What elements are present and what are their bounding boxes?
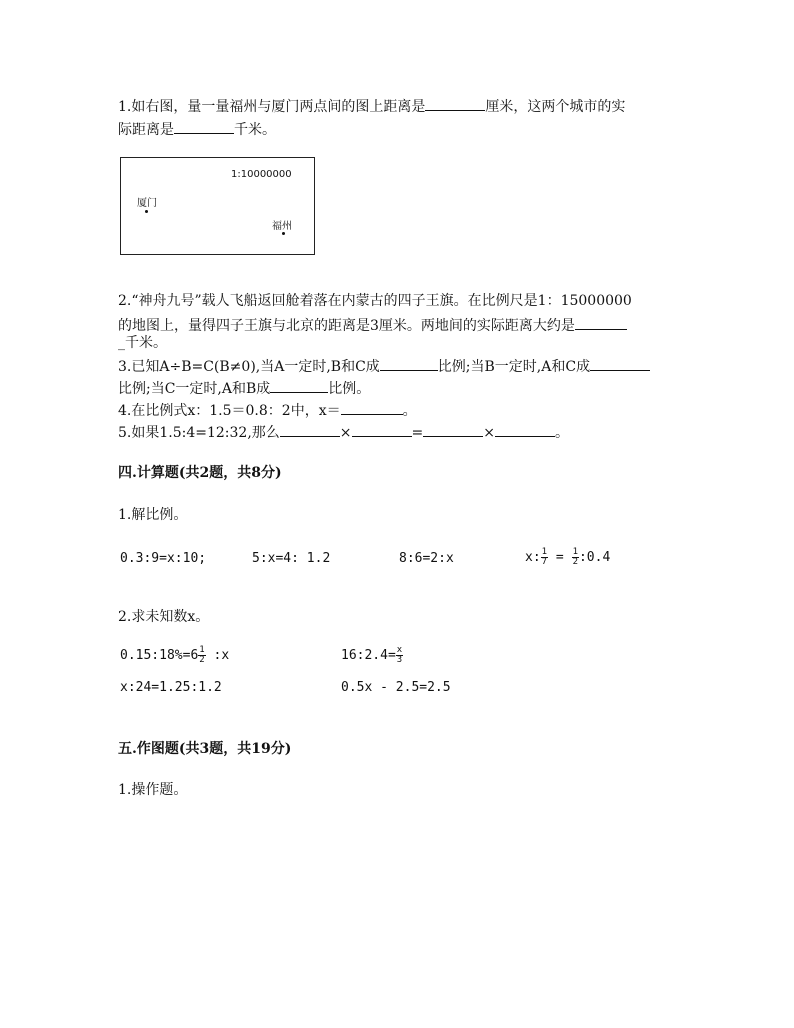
- equation-item-4: 0.5x - 2.5=2.5: [341, 680, 451, 695]
- question-2-line-2: [118, 315, 627, 335]
- q1-text-b: 厘米，这两个城市的实: [485, 99, 626, 115]
- q4-text: 4.在比例式x：1.5＝0.8：2中，x＝: [118, 403, 341, 419]
- answer-blank[interactable]: [270, 378, 328, 393]
- q1-text-c: 际距离是: [118, 122, 174, 138]
- map-scale: 1:10000000: [231, 169, 292, 180]
- section-4-problem-2-title: 2.求未知数x。: [118, 609, 210, 625]
- fraction-denominator: 3: [396, 655, 403, 665]
- question-1-line-2: [118, 119, 276, 139]
- equation-item-1: [120, 644, 229, 668]
- section-5-problem-1-title: 1.操作题。: [118, 782, 188, 798]
- fraction-denominator: 2: [199, 655, 205, 665]
- answer-blank[interactable]: [423, 422, 483, 437]
- question-2-line-1: 2.“神舟九号”载人飞船返回舱着落在内蒙古的四子王旗。在比例尺是1：15000000: [118, 293, 632, 309]
- item4-post: :0.4: [578, 550, 611, 565]
- proportion-item-1: 0.3:9=x:10;: [120, 551, 207, 566]
- fraction-denominator: 2: [572, 557, 578, 567]
- question-2-line-3: _千米。: [118, 335, 167, 351]
- fraction-numerator: 1: [572, 547, 578, 557]
- map-city-xiamen-dot: [145, 210, 148, 213]
- fraction-numerator: x: [396, 645, 403, 655]
- fraction: [572, 548, 579, 567]
- eq1-post: :x: [213, 648, 230, 663]
- q4-end: 。: [402, 403, 417, 419]
- map-city-fuzhou-dot: [282, 232, 285, 235]
- q1-text-a: 1.如右图，量一量福州与厦门两点间的图上距离是: [118, 99, 426, 115]
- q3-text-d: 比例。: [328, 381, 371, 397]
- item4-pre: x:: [525, 550, 541, 565]
- q5-end: 。: [554, 425, 569, 441]
- map-figure: [120, 157, 315, 255]
- equation-item-3: x:24=1.25:1.2: [120, 680, 222, 695]
- fraction-denominator: 7: [541, 557, 548, 567]
- section-4-title: 四.计算题(共2题，共8分): [118, 465, 282, 481]
- fraction: [198, 646, 205, 665]
- eq2-pre: 16:2.4=: [341, 648, 396, 663]
- question-5: [118, 422, 569, 442]
- fraction-numerator: 1: [199, 645, 205, 655]
- map-city-fuzhou-label: 福州: [272, 221, 292, 232]
- section-4-problem-1-title: 1.解比例。: [118, 507, 188, 523]
- q3-text-a: 3.已知A÷B=C(B≠0),当A一定时,B和C成: [118, 359, 380, 375]
- answer-blank[interactable]: [380, 356, 438, 371]
- proportion-item-2: 5:x=4: 1.2: [252, 551, 331, 566]
- q1-text-d: 千米。: [234, 122, 276, 138]
- q3-text-c: 比例;当C一定时,A和B成: [118, 381, 271, 397]
- answer-blank[interactable]: [280, 422, 340, 437]
- answer-blank[interactable]: [425, 96, 485, 111]
- fraction: [541, 548, 548, 567]
- proportion-item-4: [525, 546, 610, 570]
- q2-text: 的地图上，量得四子王旗与北京的距离是3厘米。两地间的实际距离大约是: [118, 318, 575, 334]
- answer-blank[interactable]: [352, 422, 412, 437]
- q3-text-b: 比例;当B一定时,A和C成: [437, 359, 591, 375]
- map-city-xiamen-label: 厦门: [137, 198, 157, 209]
- eq1-pre: 0.15:18%=6: [120, 648, 199, 663]
- proportion-item-3: 8:6=2:x: [399, 551, 454, 566]
- item4-equals: =: [555, 550, 564, 565]
- equation-item-2: [341, 644, 403, 668]
- answer-blank[interactable]: [590, 356, 650, 371]
- question-3-line-1: [118, 356, 650, 376]
- answer-blank[interactable]: [174, 119, 234, 134]
- answer-blank[interactable]: [495, 422, 555, 437]
- fraction: [396, 646, 403, 665]
- equals-sign: =: [411, 425, 424, 441]
- fraction-numerator: 1: [541, 547, 548, 557]
- times-sign: ×: [483, 425, 495, 441]
- answer-blank[interactable]: [575, 315, 627, 330]
- section-5-title: 五.作图题(共3题，共19分): [118, 741, 292, 757]
- q5-text: 5.如果1.5:4=12:32,那么: [118, 425, 280, 441]
- question-3-line-2: [118, 378, 370, 398]
- times-sign: ×: [339, 425, 352, 441]
- question-1-line-1: [118, 96, 625, 116]
- question-4: [118, 400, 417, 420]
- answer-blank[interactable]: [341, 400, 403, 415]
